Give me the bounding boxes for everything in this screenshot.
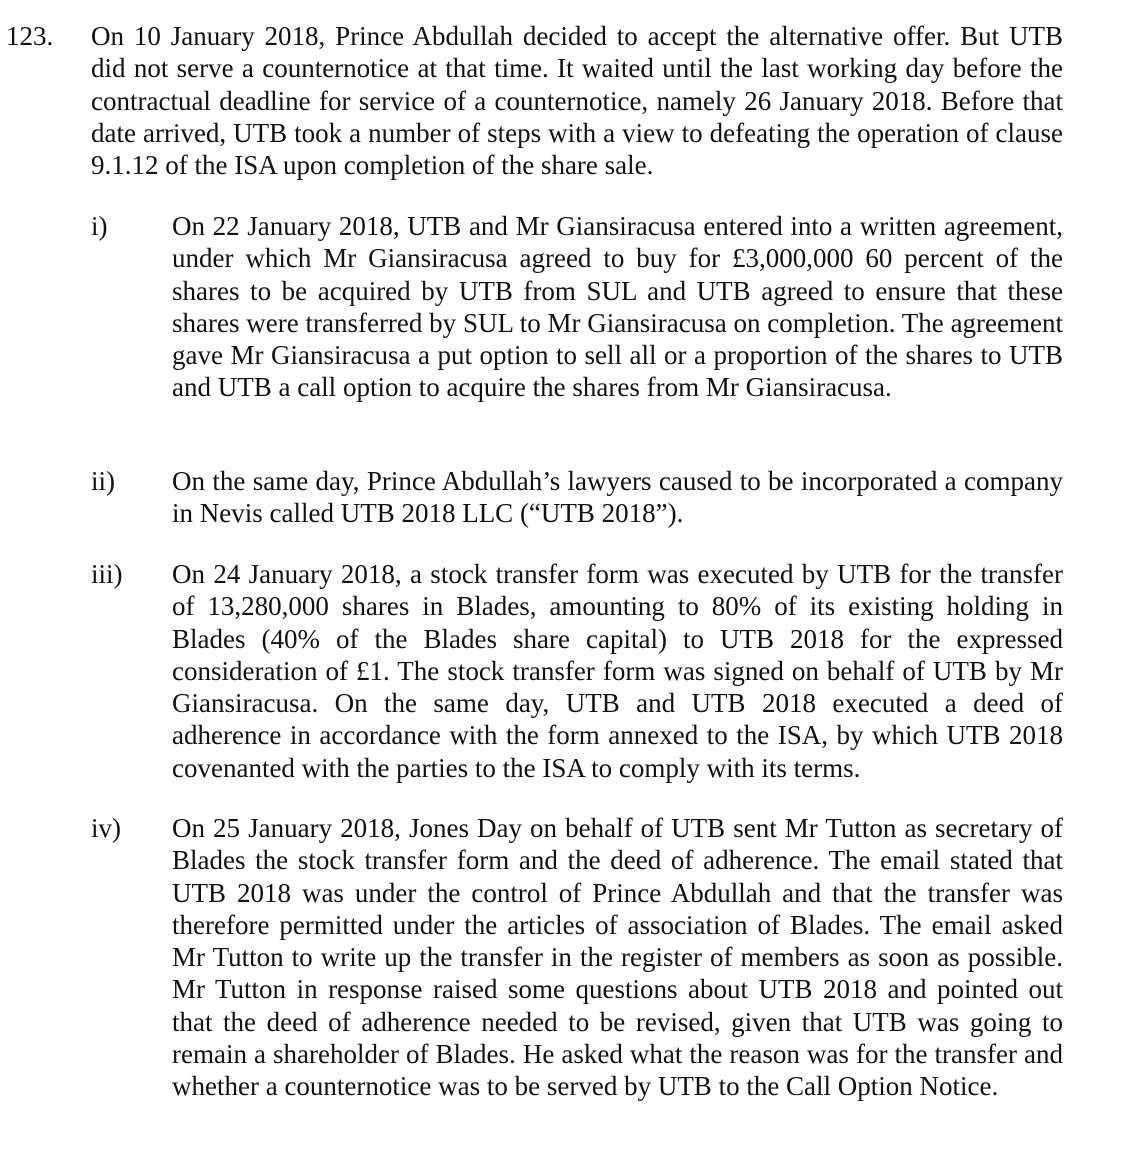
paragraph-text: On 10 January 2018, Prince Abdullah decided to accept the alternative offer. But UTB did not serve a counternotice at that time. It waited until the last working day before the contractual deadline for service of a counternotice, namely 26 January 2018. Before that date arrived, UTB took a number of steps with a view to defeating the operation of clause 9.1.12 of the ISA upon completion of the share sale. [91,21,1063,181]
subparagraph-marker-iii: iii) [91,559,123,589]
subparagraph-marker-i: i) [91,211,108,241]
subparagraph-marker-ii: ii) [91,466,115,496]
subparagraph-text-i: On 22 January 2018, UTB and Mr Giansiracusa entered into a written agreement, under which Mr Giansiracusa agreed to buy for £3,000,000 60 percent of the shares to be acquired by UTB from SUL and UTB agreed to ensure that these shares were transferred by SUL to Mr Giansiracusa on completion. The agreement gave Mr Giansiracusa a put option to sell all or a proportion of the shares to UTB and UTB a call option to acquire the shares from Mr Giansiracusa. [172,211,1063,403]
subparagraph-marker-iv: iv) [91,813,121,843]
paragraph-number: 123. [6,21,54,51]
subparagraph-text-iii: On 24 January 2018, a stock transfer form was executed by UTB for the transfer of 13,280,000 shares in Blades, amounting to 80% of its existing holding in Blades (40% of the Blades share capital) to UTB 2018 for the expressed consideration of £1. The stock transfer form was signed on behalf of UTB by Mr Giansiracusa. On the same day, UTB and UTB 2018 executed a deed of adherence in accordance with the form annexed to the ISA, by which UTB 2018 covenanted with the parties to the ISA to comply with its terms. [172,559,1063,783]
subparagraph-text-iv: On 25 January 2018, Jones Day on behalf of UTB sent Mr Tutton as secretary of Blades the stock transfer form and the deed of adherence. The email stated that UTB 2018 was under the control of Prince Abdullah and that the transfer was therefore permitted under the articles of association of Blades. The email asked Mr Tutton to write up the transfer in the register of members as soon as possible. Mr Tutton in response raised some questions about UTB 2018 and pointed out that the deed of adherence needed to be revised, given that UTB was going to remain a shareholder of Blades. He asked what the reason was for the transfer and whether a counternotice was to be served by UTB to the Call Option Notice. [172,813,1063,1102]
subparagraph-text-ii: On the same day, Prince Abdullah’s lawyers caused to be incorporated a company in Nevis called UTB 2018 LLC (“UTB 2018”). [172,466,1063,529]
